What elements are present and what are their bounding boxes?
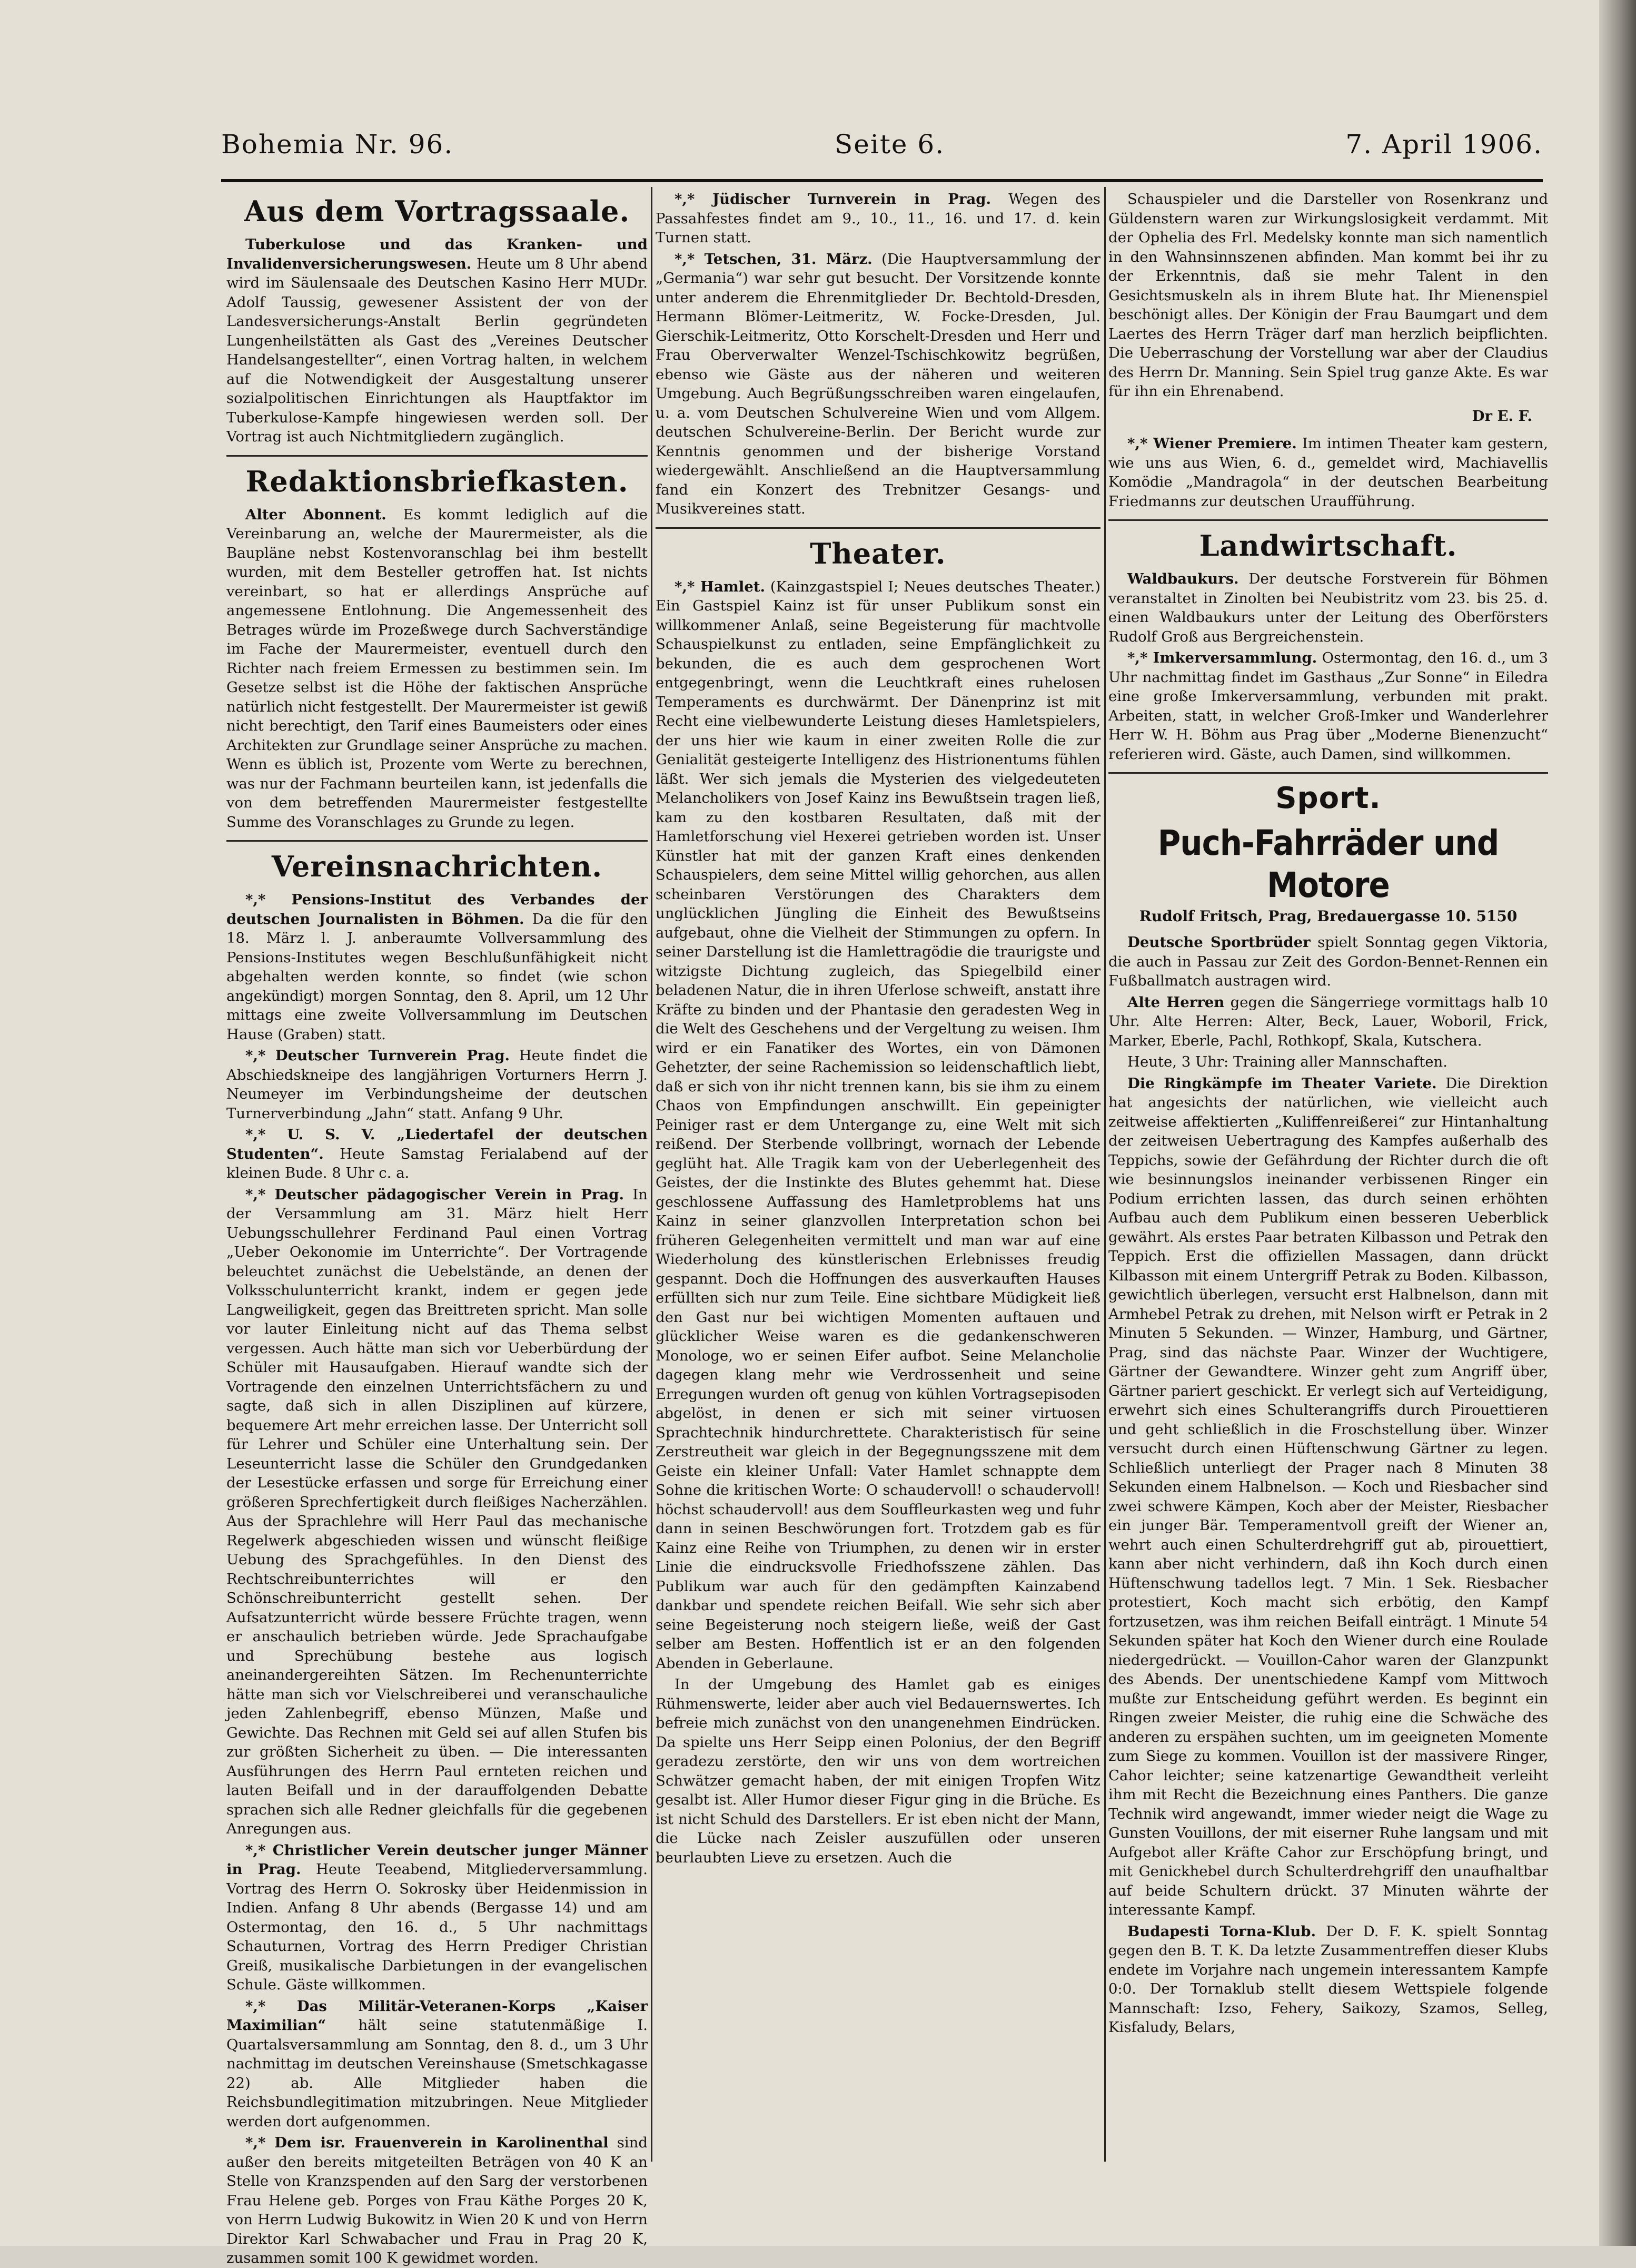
column-2 [656,190,1100,2167]
article-list [1108,933,1548,2037]
article-text: spielt Sonntag gegen Viktoria, die auch in Passau zur Zeit des Gordon-Bennet-Rennen ein Fußballmatch austragen wird. [1108,934,1548,989]
article-text: (Die Hauptversammlung der „Germania“) war sehr gut besucht. Der Vorsitzende konnte unter anderem die Ehrenmitglieder Dr. Bechtold-Dresden, Hermann Blömer-Leitmeritz, W. Focke-Dresden, Jul. Gierschik-Leitmeritz, Otto Korschelt-Dresden und Herr und Frau Oberverwalter Wenzel-Tschischkowitz begrüßen, ebenso wie Gäste aus der näheren und weiteren Umgebung. Auch Begrüßungsschreiben waren eingelaufen, u. a. vom Deutschen Schulvereine Wien und vom Allgem. deutschen Schulvereine-Berlin. Der Bericht wurde zur Kenntnis genommen und der bisherige Vorstand wiedergewählt. Anschließend an die Hauptversammlung fand ein Konzert des Trebnitzer Gesangs- und Musikvereines statt. [656,250,1100,517]
article-paragraph [1108,648,1548,764]
article-lead: *,* Tetschen, 31. März. [675,250,872,268]
header-page-number: Seite 6. [835,129,945,160]
article-paragraph [226,1185,648,1839]
article-text: gegen die Sängerriege vormittags halb 10 Uhr. Alte Herren: Alter, Beck, Lauer, Woboril, Frick, Marker, Eberle, Pachl, Rothkopf, Skala, Kutschera. [1108,993,1548,1049]
article-lead: Budapesti Torna-Klub. [1127,1922,1316,1940]
section-heading-verein: Vereinsnachrichten. [271,850,603,883]
header-rule [221,179,1543,182]
article-text: Heute, 3 Uhr: Training aller Mannschaften. [1127,1053,1447,1070]
article-list [226,890,648,2268]
section-divider [226,455,648,457]
author-signature: Dr E. F. [1472,407,1532,425]
article-lead: Alter Abonnent. [245,506,386,523]
article-text: Der D. F. K. spielt Sonntag gegen den B. T. K. Da letzte Zusammentreffen dieser Klubs endete im Vorjahre nach ungemein interessantem Kampfe 0:0. Der Tornaklub stellt diesem Wettspiele folgende Mannschaft: Izso, Fehery, Saikozy, Szamos, Selleg, Kisfaludy, Belars, [1108,1922,1548,2036]
section-heading-theater: Theater. [810,536,946,570]
article-lead: Tuberkulose und das Kranken- und Invalidenversicherungswesen. [226,236,648,272]
header-date: 7. April 1906. [1345,129,1543,160]
article-text: Heute um 8 Uhr abend wird im Säulensaale des Deutschen Kasino Herr MUDr. Adolf Taussig, gewesener Assistent der von der Landesversicherungs-Anstalt Berlin gegründeten Lungenheilstätten als Gast des „Vereines Deutscher Handelsangestellter“, einen Vortrag halten, in welchem auf die Notwendigkeit der Ausgestaltung unserer sozialpolitischen Einrichtungen als Hauptfaktor im Tuberkulose-Kampfe hingewiesen werden soll. Der Vortrag ist auch Nichtmitgliedern zugänglich. [226,255,648,445]
article-text: Es kommt lediglich auf die Vereinbarung an, welche der Maurermeister, als die Baupläne nebst Kostenvoranschlag bei ihm bestellt wurden, mit dem Besteller getroffen hat. Ist nichts vereinbart, so hat er allerdings Ansprüche auf angemessene Entlohnung. Die Angemessenheit des Betrages würde im Prozeßwege durch Sachverständige im Fache der Maurermeister, eventuell durch den Richter nach freiem Ermessen zu bestimmen sein. Im Gesetze selbst ist die Höhe der faktischen Ansprüche natürlich nicht festgestellt. Der Maurermeister ist gewiß nicht berechtigt, den Tarif eines Baumeisters oder eines Architekten zur Grundlage seiner Ansprüche zu machen. Wenn es üblich ist, Prozente vom Werte zu berechnen, was nur der Fachmann beurteilen kann, ist jedenfalls die von dem betreffenden Maurermeister festgestellte Summe des Voranschlages zu Grunde zu legen. [226,506,648,831]
section-divider [226,840,648,842]
article-paragraph [226,235,648,447]
article-list [226,505,648,832]
article-paragraph [1108,1922,1548,2037]
section-heading-sport: Sport. [1275,781,1381,815]
article-text: hält seine statutenmäßige I. Quartalsversammlung am Sonntag, den 8. d., um 3 Uhr nachmittag im deutschen Vereinshause (Smetschkagasse 22) ab. Alle Mitglieder haben die Reichsbundlegitimation mitzubringen. Neue Mitglieder werden dort aufgenommen. [226,2017,648,2130]
section-divider [656,527,1100,529]
article-lead: *,* Deutscher pädagogischer Verein in Prag. [245,1186,624,1203]
page-edge-shadow [1599,0,1636,2246]
article-text: sind außer den bereits mitgeteilten Beträgen von 40 K an Stelle von Kranzspenden auf den Sarg der verstorbenen Frau Helene geb. Porges von Frau Käthe Porges 20 K, von Herrn Ludwig Bukowitz in Wien 20 K und von Herrn Direktor Karl Schwabacher und Frau in Prag 20 K, zusammen somit 100 K gewidmet worden. [226,2134,648,2266]
section-heading-landwirtschaft: Landwirtschaft. [1199,529,1457,563]
article-paragraph [226,1046,648,1123]
page-header [221,129,1543,166]
article-lead: *,* Das Militär-Veteranen-Korps „Kaiser Maximilian“ [226,1997,648,2034]
section-heading-redaktion: Redaktionsbriefkasten. [245,464,629,498]
article-text: Heute Samstag Ferialabend auf der kleinen Bude. 8 Uhr c. a. [226,1145,648,1181]
section-heading-vortrag: Aus dem Vortragssaale. [244,194,630,228]
article-text: Wegen des Passahfestes findet am 9., 10., 11., 16. und 17. d. kein Turnen statt. [656,191,1100,246]
article-lead: Waldbaukurs. [1127,570,1239,587]
article-lead: *,* Wiener Premiere. [1127,435,1297,452]
article-paragraph [226,505,648,832]
article-text: Im intimen Theater kam gestern, wie uns aus Wien, 6. d., gemeldet wird, Machiavellis Komödie „Mandragola“ in der deutschen Bearbeitung Friedmanns zur deutschen Uraufführung. [1108,435,1548,510]
article-lead: *,* Jüdischer Turnverein in Prag. [675,191,991,208]
article-paragraph [1108,1052,1548,1072]
article-paragraph [1108,569,1548,646]
article-list [1108,190,1548,401]
column-1 [226,190,648,2266]
advertisement-address: Rudolf Fritsch, Prag, Bredauergasse 10. 5150 [1139,908,1518,925]
article-paragraph [226,1997,648,2132]
article-text: Heute Teeabend, Mitgliederversammlung. Vortrag des Herrn O. Sokrosky über Heidenmission in Indien. Anfang 8 Uhr abends (Bergasse 14) und am Ostermontag, den 16. d., 5 Uhr nachmittags Schauturnen, Vortrag des Herrn Prediger Christian Greiß, musikalische Darbietungen in der evangelischen Schule. Gäste willkommen. [226,1861,648,1993]
article-text: Schauspieler und die Darsteller von Rosenkranz und Güldenstern waren zur Wirkungslosigkeit verdammt. Mit der Ophelia des Frl. Medelsky konnte man sich namentlich in den Wahnsinnszenen abfinden. Man kommt bei ihr zu der Erkenntnis, daß sie mehr Talent in den Gesichtsmuskeln als in ihrem Blute hat. Ihr Mienenspiel beschönigt alles. Der Königin der Frau Baumgart und dem Laertes des Herrn Träger darf man herzlich beipflichten. Die Ueberraschung der Vorstellung war aber der Claudius des Herrn Dr. Manning. Sein Spiel trug ganze Akte. Es war für ihn ein Ehrenabend. [1108,191,1548,400]
article-text: Die Direktion hat angesichts der natürlichen, wie vielleicht auch zeitweise affektierten „Kuliffenreißerei“ zur Hintanhaltung der zeitweisen Uebertragung des Kampfes außerhalb des Teppichs, sowie der Gefährdung der Richter durch die oft wie besinnungslos ineinander verbissenen Ringer ein Podium errichten lassen, das durch seinen erhöhten Aufbau auch dem Publikum einen besseren Ueberblick gewährt. Als erstes Paar betraten Kilbasson und Petrak den Teppich. Erst die offiziellen Massagen, dann drückt Kilbasson mit einem Untergriff Petrak zu Boden. Kilbasson, gewichtlich überlegen, versucht erst Halbnelson, dann mit Armhebel Petrak zu drehen, mit Nelson wirft er Petrak in 2 Minuten 5 Sekunden. — Winzer, Hamburg, und Gärtner, Prag, sind das nächste Paar. Winzer der Wuchtigere, Gärtner der Gewandtere. Winzer geht zum Angriff über, Gärtner pariert geschickt. Er verlegt sich auf Verteidigung, erwehrt sich eines Schulterangriffs durch Pirouettieren und geht schließlich in die Froschstellung über. Winzer versucht durch einen Hüftenschwung Gärtner zu legen. Schließlich unterliegt der Prager nach 8 Minuten 38 Sekunden einem Halbnelson. — Koch und Riesbacher sind zwei schwere Kämpen, Koch aber der Meister, Riesbacher ein junger Bär. Temperamentvoll greift der Wiener an, wehrt auch einen Schulterdrehgriff gut ab, pirouettiert, kann aber nicht verhindern, daß ihn Koch durch einen Hüftenschwung tadellos legt. 7 Min. 1 Sek. Riesbacher protestiert, Koch macht sich erbötig, den Kampf fortzusetzen, was ihm reichen Beifall einträgt. 1 Minute 54 Sekunden später hat Koch den Wiener durch eine Roulade niedergedrückt. — Vouillon-Cahor waren der Glanzpunkt des Abends. Der unentschiedene Kampf vom Mittwoch mußte zur Entscheidung geführt werden. Es beginnt ein Ringen zweier Meister, die ruhig eine die Schwäche des anderen zu erspähen suchten, um im geeigneten Momente zum Siege zu kommen. Vouillon ist der massivere Ringer, Cahor leichter; seine katzenartige Gewandtheit verleiht ihm mit Recht die Bezeichnung eines Panthers. Die ganze Technik wird angewandt, immer wieder neigt die Wage zu Gunsten Vouillons, der mit eiserner Ruhe langsam und mit Aufgebot aller Kräfte Cahor zur Erschöpfung bringt, und mit Genickhebel durch Schulterdrehgriff den unaufhaltbar auf beide Schultern drückt. 37 Minuten währte der interessante Kampf. [1108,1074,1548,1918]
article-lead: *,* Dem isr. Frauenverein in Karolinenthal [245,2134,609,2151]
article-paragraph [1108,1074,1548,1920]
article-paragraph [656,190,1100,248]
article-list [226,235,648,447]
article-lead: *,* Hamlet. [675,578,766,595]
article-paragraph [1108,993,1548,1051]
article-paragraph [656,250,1100,519]
article-paragraph [226,1841,648,1995]
article-paragraph [1108,933,1548,991]
article-lead: *,* Deutscher Turnverein Prag. [245,1047,510,1064]
article-paragraph [656,1675,1100,1867]
article-paragraph [226,890,648,1044]
article-lead: Alte Herren [1127,993,1225,1011]
article-lead: *,* Christlicher Verein deutscher junger Männer in Prag. [226,1841,648,1878]
article-lead: Deutsche Sportbrüder [1127,934,1311,951]
column-divider [651,187,652,2162]
advertisement-title: Puch-Fahrräder und Motore [1157,823,1499,905]
article-text: Ostermontag, den 16. d., um 3 Uhr nachmittag findet im Gasthaus „Zur Sonne“ in Eiledra eine große Imkerversammlung, verbunden mit prakt. Arbeiten, statt, in welcher Groß-Imker und Wanderlehrer Herr W. H. Böhm aus Prag über „Moderne Bienenzucht“ referieren wird. Gäste, auch Damen, sind willkommen. [1108,649,1548,763]
article-lead: *,* Pensions-Institut des Verbandes der deutschen Journalisten in Böhmen. [226,891,648,928]
column-3 [1108,190,1548,2167]
article-paragraph [226,1125,648,1183]
article-text: (Kainzgastspiel I; Neues deutsches Theater.) Ein Gastspiel Kainz ist für unser Publikum sonst ein willkommener Anlaß, seine Begeisterung für machtvolle Schauspielkunst zu entladen, seine Empfänglichkeit zu bekunden, die es auch dem gesprochenen Wort entgegenbringt, wenn die Leuchtkraft eines ruhelosen Temperaments es durchwärmt. Der Dänenprinz ist mit Recht eine vielbewunderte Leistung dieses Hamletspielers, der uns hier wie kaum in einer zweiten Rolle die zur Genialität gesteigerte Intelligenz des Histrionentums fühlen läßt. Wer sich jemals die Mysterien des vielgedeuteten Melancholikers von Josef Kainz ins Bewußtsein tragen ließ, kam zu den kostbaren Resultaten, daß mit der Hamletforschung viel Hexerei getrieben worden ist. Unser Künstler hat mit der ganzen Kraft eines denkenden Schauspielers, dem seine Mittel willig gehorchen, aus allen scheinbaren Verstörungen des Charakters dem unglücklichen Jüngling die Einheit des Bewußtseins aufgebaut, ohne die Vielheit der Stimmungen zu opfern. In seiner Darstellung ist die Hamlettragödie die traurigste und witzigste Dichtung zugleich, das Spiegelbild einer beladenen Natur, die in ihren Uferlose schweift, anstatt ihre Kräfte zu binden und der Phantasie den geradesten Weg in die Welt des Geschehens und der Vergeltung zu weisen. Ihm wird er ein Fanatiker des Wortes, ein von Dämonen Gehetzter, der seine Rachemission so leidenschaftlich liebt, daß er sich von ihr nicht trennen kann, bis sie ihm zu einem Chaos von Empfindungen anschwillt. Ein gepeinigter Peiniger rast er dem Untergange zu, eine Welt mit sich reißend. Der Sterbende vollbringt, wornach der Lebende geglüht hat. Alle Tragik kam von der Ueberlegenheit des Geistes, der die Instinkte des Blutes gehemmt hat. Diese geschlossene Auffassung des Hamletproblems hat uns Kainz in seiner glanzvollen Interpretation schon bei früheren Gelegenheiten vermittelt und man war auf eine Wiederholung des künstlerischen Erlebnisses freudig gespannt. Doch die Hoffnungen des ausverkauften Hauses erfüllten sich nur zum Teile. Eine sichtbare Müdigkeit ließ den Gast nur bei wichtigen Momenten auftauen und glücklicher Weise waren es die gedankenschweren Monologe, wo er seinen Eifer aufbot. Seine Melancholie dagegen klang mehr wie Verdrossenheit und seine Erregungen wurden oft genug von kühlen Vortragsepisoden abgelöst, in denen er sich mit seiner virtuosen Sprachtechnik hindurchrettete. Charakteristisch für seine Zerstreutheit war gleich in der Begegnungsszene mit dem Geiste ein kleiner Unfall: Vater Hamlet schnappte dem Sohne die kritischen Worte: O schaudervoll! o schaudervoll! höchst schaudervoll! aus dem Souffleurkasten weg und fuhr dann in seinen Beschwörungen fort. Trotzdem gab es für Kainz eine Reihe von Triumphen, zu denen wir in erster Linie die eindrucksvolle Friedhofsszene zählen. Das Publikum war auch für den gedämpften Kainzabend dankbar und spendete reichen Beifall. Wie sehr sich aber seine Begeisterung noch steigern ließe, weiß der Gast selber am Besten. Hoffentlich ist er an den folgenden Abenden in Geberlaune. [656,578,1101,1672]
article-list [656,190,1100,519]
article-text: In der Versammlung am 31. März hielt Herr Uebungsschullehrer Ferdinand Paul einen Vortrag „Ueber Oekonomie im Unterrichte“. Der Vortragende beleuchtet zunächst die Uebelstände, an denen der Volksschulunterricht krankt, indem er gegen jede Langweiligkeit, gegen das Breittreten spricht. Man solle vor lauter Einleitung nicht auf das Thema selbst vergessen. Auch hätte man sich vor Ueberbürdung der Schüler mit Hausaufgaben. Hierauf wandte sich der Vortragende den einzelnen Unterrichtsfächern zu und sagte, daß sich in allen Disziplinen auf kürzere, bequemere Art mehr erreichen lasse. Der Unterricht soll für Lehrer und Schüler eine Unterhaltung sein. Der Leseunterricht lasse die Schüler den Grundgedanken der Lesestücke erfassen und sorge für Erreichung einer größeren Sprechfertigkeit durch fleißiges Nacherzählen. Aus der Sprachlehre will Herr Paul das mechanische Regelwerk abgeschieden wissen und wünscht fleißige Uebung des Sprachgefühles. In den Dienst des Rechtschreibunterrichtes will er den Schönschreibunterricht gestellt sehen. Der Aufsatzunterricht würde bessere Früchte tragen, wenn er anschaulich betrieben würde. Jede Sprachaufgabe und Sprechübung bestehe aus logisch aneinandergereihten Sätzen. Im Rechenunterrichte hätte man sich vor Vielschreiberei und veranschauliche jeden Zahlenbegriff, ebenso Münzen, Maße und Gewichte. Das Rechnen mit Geld sei auf allen Stufen bis zur größten Sicherheit zu üben. — Die interessanten Ausführungen des Herrn Paul ernteten reichen und lauten Beifall und in der darauffolgenden Debatte sprachen sich alle Redner gleichfalls für die gegebenen Anregungen aus. [226,1186,648,1837]
article-paragraph [1108,434,1548,511]
article-paragraph [656,577,1100,1673]
article-text: Da die für den 18. März l. J. anberaumte Vollversammlung des Pensions-Institutes wegen Beschlußunfähigkeit nicht abgehalten werden konnte, so findet (wie schon angekündigt) morgen Sonntag, den 8. April, um 12 Uhr mittags eine zweite Vollversammlung im Deutschen Hause (Graben) statt. [226,910,648,1043]
article-text: Heute findet die Abschiedskneipe des langjährigen Vorturners Herrn J. Neumeyer im Verbindungsheime der deutschen Turnerverbindung „Jahn“ statt. Anfang 9 Uhr. [226,1047,648,1122]
article-list [1108,569,1548,764]
article-paragraph [1108,190,1548,401]
column-divider [1104,187,1106,2162]
article-text: In der Umgebung des Hamlet gab es einiges Rühmenswerte, leider aber auch viel Bedauernswertes. Ich befreie mich zunächst von den unangenehmen Eindrücken. Da spielte uns Herr Seipp einen Polonius, der den Begriff geradezu zerstörte, den wir uns von dem wortreichen Schwätzer gemacht haben, der mit einigen Tropfen Witz gesalbt ist. Aller Humor dieser Figur ging in die Brüche. Es ist nicht Schuld des Darstellers. Er ist eben nicht der Mann, die Lücke nach Zeisler auszufüllen oder unseren beurlaubten Lieve zu ersetzen. Auch die [656,1676,1100,1866]
section-divider [1108,519,1548,521]
article-paragraph [226,2133,648,2268]
header-masthead: Bohemia Nr. 96. [221,129,454,160]
article-list [656,577,1100,1868]
article-lead: *,* U. S. V. „Liedertafel der deutschen Studenten“. [226,1126,648,1162]
article-text: Der deutsche Forstverein für Böhmen veranstaltet in Zinolten bei Neubistritz vom 23. bis 25. d. einen Waldbaukurs unter der Leitung des Oberförsters Rudolf Groß aus Bergreichenstein. [1108,570,1548,645]
article-lead: Die Ringkämpfe im Theater Variete. [1127,1074,1437,1092]
article-lead: *,* Imkerversammlung. [1127,649,1317,666]
section-divider [1108,772,1548,774]
article-list [1108,434,1548,511]
